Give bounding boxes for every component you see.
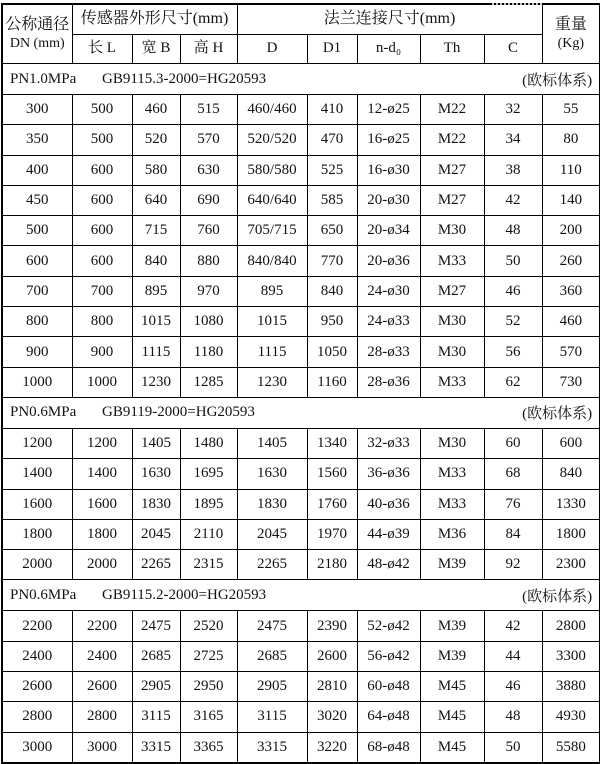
cell-width-b: 460 bbox=[132, 95, 180, 125]
cropped-text-artifact bbox=[492, 3, 542, 5]
section-pressure: PN1.0MPa bbox=[10, 70, 77, 87]
cell-width-b: 3115 bbox=[132, 702, 180, 732]
table-row bbox=[2, 672, 600, 702]
cell-length-l: 1600 bbox=[72, 489, 132, 519]
cell-weight: 110 bbox=[542, 155, 600, 185]
cell-height-h: 1895 bbox=[180, 489, 237, 519]
cell-height-h: 1480 bbox=[180, 428, 237, 458]
section-row bbox=[2, 64, 600, 95]
cell-d: 640/640 bbox=[237, 185, 307, 215]
cell-th: M22 bbox=[420, 125, 484, 155]
cell-n-d0: 28-ø36 bbox=[357, 367, 420, 397]
table-row bbox=[2, 611, 600, 641]
cell-th: M39 bbox=[420, 611, 484, 641]
cell-height-h: 760 bbox=[180, 216, 237, 246]
section-row bbox=[2, 580, 600, 611]
table-row bbox=[2, 185, 600, 215]
header-th: Th bbox=[420, 35, 484, 64]
section-note: (欧标体系) bbox=[522, 406, 593, 423]
cell-dn: 500 bbox=[2, 216, 72, 246]
cell-d: 895 bbox=[237, 276, 307, 306]
cell-length-l: 2600 bbox=[72, 672, 132, 702]
header-sensor-group: 传感器外形尺寸(mm) bbox=[72, 4, 237, 35]
table-row bbox=[2, 337, 600, 367]
header-dn-cn: 公称通径 bbox=[5, 16, 70, 34]
cell-th: M30 bbox=[420, 337, 484, 367]
cell-dn: 1600 bbox=[2, 489, 72, 519]
cell-n-d0: 68-ø48 bbox=[357, 732, 420, 763]
table-row bbox=[2, 428, 600, 458]
cell-weight: 360 bbox=[542, 276, 600, 306]
cell-th: M27 bbox=[420, 155, 484, 185]
cell-n-d0: 48-ø42 bbox=[357, 550, 420, 580]
cell-d: 2045 bbox=[237, 519, 307, 549]
cell-dn: 1400 bbox=[2, 459, 72, 489]
cell-weight: 55 bbox=[542, 95, 600, 125]
cell-dn: 3000 bbox=[2, 732, 72, 763]
cell-th: M45 bbox=[420, 732, 484, 763]
cell-weight: 460 bbox=[542, 307, 600, 337]
cell-d: 580/580 bbox=[237, 155, 307, 185]
cell-width-b: 580 bbox=[132, 155, 180, 185]
cell-d1: 3220 bbox=[307, 732, 357, 763]
table-row bbox=[2, 519, 600, 549]
cell-d1: 1970 bbox=[307, 519, 357, 549]
cell-c: 34 bbox=[484, 125, 542, 155]
cell-weight: 1330 bbox=[542, 489, 600, 519]
cell-dn: 2800 bbox=[2, 702, 72, 732]
cell-width-b: 2265 bbox=[132, 550, 180, 580]
cell-height-h: 2110 bbox=[180, 519, 237, 549]
dimension-spec-table bbox=[1, 3, 600, 764]
cell-weight: 3300 bbox=[542, 641, 600, 671]
cell-n-d0: 60-ø48 bbox=[357, 672, 420, 702]
header-weight-cn: 重量 bbox=[554, 16, 587, 34]
cell-dn: 300 bbox=[2, 95, 72, 125]
cell-d1: 3020 bbox=[307, 702, 357, 732]
cell-height-h: 1285 bbox=[180, 367, 237, 397]
cell-length-l: 800 bbox=[72, 307, 132, 337]
cell-d: 2265 bbox=[237, 550, 307, 580]
cell-d: 2905 bbox=[237, 672, 307, 702]
cell-weight: 600 bbox=[542, 428, 600, 458]
table-row bbox=[2, 702, 600, 732]
cell-length-l: 500 bbox=[72, 125, 132, 155]
cell-height-h: 970 bbox=[180, 276, 237, 306]
cell-length-l: 3000 bbox=[72, 732, 132, 763]
header-dn bbox=[2, 4, 72, 64]
cell-c: 62 bbox=[484, 367, 542, 397]
header-d: D bbox=[237, 35, 307, 64]
cell-n-d0: 16-ø25 bbox=[357, 125, 420, 155]
table-row bbox=[2, 641, 600, 671]
table-row bbox=[2, 95, 600, 125]
cell-d1: 2390 bbox=[307, 611, 357, 641]
cell-height-h: 1695 bbox=[180, 459, 237, 489]
cell-dn: 1200 bbox=[2, 428, 72, 458]
cell-c: 68 bbox=[484, 459, 542, 489]
cell-weight: 2300 bbox=[542, 550, 600, 580]
cell-d: 705/715 bbox=[237, 216, 307, 246]
cell-d1: 840 bbox=[307, 276, 357, 306]
cell-weight: 1800 bbox=[542, 519, 600, 549]
cell-d: 1015 bbox=[237, 307, 307, 337]
cell-th: M33 bbox=[420, 367, 484, 397]
cell-dn: 400 bbox=[2, 155, 72, 185]
cell-height-h: 690 bbox=[180, 185, 237, 215]
cell-n-d0: 40-ø36 bbox=[357, 489, 420, 519]
cell-width-b: 1015 bbox=[132, 307, 180, 337]
section-row bbox=[2, 397, 600, 428]
cell-d: 1830 bbox=[237, 489, 307, 519]
cell-d1: 1160 bbox=[307, 367, 357, 397]
cell-length-l: 600 bbox=[72, 246, 132, 276]
cell-th: M45 bbox=[420, 672, 484, 702]
cell-c: 48 bbox=[484, 216, 542, 246]
cell-length-l: 2200 bbox=[72, 611, 132, 641]
cell-n-d0: 24-ø30 bbox=[357, 276, 420, 306]
cell-c: 52 bbox=[484, 307, 542, 337]
cell-dn: 2200 bbox=[2, 611, 72, 641]
header-height-h: 高 H bbox=[180, 35, 237, 64]
cell-th: M27 bbox=[420, 185, 484, 215]
cell-width-b: 840 bbox=[132, 246, 180, 276]
cell-length-l: 1200 bbox=[72, 428, 132, 458]
header-weight-unit: (Kg) bbox=[557, 36, 585, 52]
cell-height-h: 630 bbox=[180, 155, 237, 185]
cell-dn: 2600 bbox=[2, 672, 72, 702]
cell-d: 1115 bbox=[237, 337, 307, 367]
cell-d1: 1560 bbox=[307, 459, 357, 489]
table-row bbox=[2, 489, 600, 519]
cell-th: M30 bbox=[420, 307, 484, 337]
section-standard: GB9115.2-2000=HG20593 bbox=[102, 586, 267, 603]
header-c: C bbox=[484, 35, 542, 64]
cell-d1: 585 bbox=[307, 185, 357, 215]
cell-n-d0: 20-ø36 bbox=[357, 246, 420, 276]
table-row bbox=[2, 459, 600, 489]
cell-width-b: 1230 bbox=[132, 367, 180, 397]
cell-width-b: 1405 bbox=[132, 428, 180, 458]
table-row bbox=[2, 155, 600, 185]
cell-height-h: 1080 bbox=[180, 307, 237, 337]
cell-n-d0: 20-ø30 bbox=[357, 185, 420, 215]
cell-n-d0: 20-ø34 bbox=[357, 216, 420, 246]
cell-d1: 1760 bbox=[307, 489, 357, 519]
cell-height-h: 2520 bbox=[180, 611, 237, 641]
cell-d: 1405 bbox=[237, 428, 307, 458]
cell-d1: 1340 bbox=[307, 428, 357, 458]
cell-width-b: 895 bbox=[132, 276, 180, 306]
cell-width-b: 520 bbox=[132, 125, 180, 155]
cell-c: 46 bbox=[484, 276, 542, 306]
header-width-b: 宽 B bbox=[132, 35, 180, 64]
cell-n-d0: 44-ø39 bbox=[357, 519, 420, 549]
cell-d: 460/460 bbox=[237, 95, 307, 125]
cell-weight: 5580 bbox=[542, 732, 600, 763]
cell-weight: 260 bbox=[542, 246, 600, 276]
cell-weight: 200 bbox=[542, 216, 600, 246]
cell-length-l: 2400 bbox=[72, 641, 132, 671]
cell-d1: 2810 bbox=[307, 672, 357, 702]
cell-weight: 840 bbox=[542, 459, 600, 489]
cell-th: M22 bbox=[420, 95, 484, 125]
table-row bbox=[2, 276, 600, 306]
header-length-l: 长 L bbox=[72, 35, 132, 64]
section-note: (欧标体系) bbox=[522, 588, 593, 605]
cell-th: M45 bbox=[420, 702, 484, 732]
cell-th: M33 bbox=[420, 246, 484, 276]
cell-c: 92 bbox=[484, 550, 542, 580]
cell-dn: 800 bbox=[2, 307, 72, 337]
cell-length-l: 1400 bbox=[72, 459, 132, 489]
cell-n-d0: 36-ø36 bbox=[357, 459, 420, 489]
cell-c: 44 bbox=[484, 641, 542, 671]
cell-height-h: 3165 bbox=[180, 702, 237, 732]
cell-weight: 140 bbox=[542, 185, 600, 215]
cell-dn: 600 bbox=[2, 246, 72, 276]
header-dn-unit: DN (mm) bbox=[9, 36, 65, 52]
cell-dn: 2000 bbox=[2, 550, 72, 580]
cell-width-b: 2685 bbox=[132, 641, 180, 671]
cell-n-d0: 32-ø33 bbox=[357, 428, 420, 458]
table-row bbox=[2, 125, 600, 155]
cell-width-b: 2045 bbox=[132, 519, 180, 549]
cell-height-h: 3365 bbox=[180, 732, 237, 763]
cell-th: M27 bbox=[420, 276, 484, 306]
cell-n-d0: 52-ø42 bbox=[357, 611, 420, 641]
section-standard: GB9119-2000=HG20593 bbox=[102, 404, 255, 421]
cell-th: M39 bbox=[420, 550, 484, 580]
cell-th: M33 bbox=[420, 489, 484, 519]
cell-length-l: 500 bbox=[72, 95, 132, 125]
table-row bbox=[2, 307, 600, 337]
cell-weight: 4930 bbox=[542, 702, 600, 732]
table-header bbox=[2, 4, 600, 64]
cell-weight: 3880 bbox=[542, 672, 600, 702]
cell-dn: 1800 bbox=[2, 519, 72, 549]
cell-length-l: 600 bbox=[72, 216, 132, 246]
table-row bbox=[2, 367, 600, 397]
table-body bbox=[2, 64, 600, 763]
cell-width-b: 3315 bbox=[132, 732, 180, 763]
cell-c: 60 bbox=[484, 428, 542, 458]
cell-n-d0: 64-ø48 bbox=[357, 702, 420, 732]
cell-d1: 650 bbox=[307, 216, 357, 246]
cell-c: 56 bbox=[484, 337, 542, 367]
cell-weight: 2800 bbox=[542, 611, 600, 641]
cell-height-h: 2315 bbox=[180, 550, 237, 580]
cell-d1: 950 bbox=[307, 307, 357, 337]
cell-d1: 770 bbox=[307, 246, 357, 276]
cell-th: M30 bbox=[420, 216, 484, 246]
cell-c: 84 bbox=[484, 519, 542, 549]
cell-n-d0: 56-ø42 bbox=[357, 641, 420, 671]
cell-d1: 2180 bbox=[307, 550, 357, 580]
cell-weight: 730 bbox=[542, 367, 600, 397]
header-flange-group: 法兰连接尺寸(mm) bbox=[237, 4, 542, 35]
cell-th: M39 bbox=[420, 641, 484, 671]
cell-th: M30 bbox=[420, 428, 484, 458]
cell-c: 38 bbox=[484, 155, 542, 185]
cell-d: 3315 bbox=[237, 732, 307, 763]
cell-dn: 1000 bbox=[2, 367, 72, 397]
cell-length-l: 1800 bbox=[72, 519, 132, 549]
cell-th: M36 bbox=[420, 519, 484, 549]
cell-dn: 700 bbox=[2, 276, 72, 306]
cell-d1: 2600 bbox=[307, 641, 357, 671]
cell-width-b: 1115 bbox=[132, 337, 180, 367]
cell-d1: 1050 bbox=[307, 337, 357, 367]
cell-n-d0: 28-ø33 bbox=[357, 337, 420, 367]
section-pressure: PN0.6MPa bbox=[10, 404, 77, 421]
cell-length-l: 600 bbox=[72, 155, 132, 185]
cell-height-h: 1180 bbox=[180, 337, 237, 367]
cell-c: 42 bbox=[484, 611, 542, 641]
section-standard: GB9115.3-2000=HG20593 bbox=[102, 70, 267, 87]
cell-length-l: 2000 bbox=[72, 550, 132, 580]
table-row bbox=[2, 550, 600, 580]
cell-c: 50 bbox=[484, 246, 542, 276]
cell-d: 840/840 bbox=[237, 246, 307, 276]
cell-height-h: 515 bbox=[180, 95, 237, 125]
section-note: (欧标体系) bbox=[522, 72, 593, 89]
cell-c: 48 bbox=[484, 702, 542, 732]
cell-d: 1630 bbox=[237, 459, 307, 489]
cell-d1: 410 bbox=[307, 95, 357, 125]
cell-th: M33 bbox=[420, 459, 484, 489]
table-row bbox=[2, 732, 600, 763]
cell-c: 46 bbox=[484, 672, 542, 702]
cell-weight: 80 bbox=[542, 125, 600, 155]
cell-height-h: 2725 bbox=[180, 641, 237, 671]
cell-c: 76 bbox=[484, 489, 542, 519]
cell-width-b: 715 bbox=[132, 216, 180, 246]
cell-d: 2685 bbox=[237, 641, 307, 671]
cell-height-h: 880 bbox=[180, 246, 237, 276]
cell-d: 1230 bbox=[237, 367, 307, 397]
cell-dn: 2400 bbox=[2, 641, 72, 671]
cell-c: 32 bbox=[484, 95, 542, 125]
cell-height-h: 2950 bbox=[180, 672, 237, 702]
cell-d: 3115 bbox=[237, 702, 307, 732]
cell-length-l: 900 bbox=[72, 337, 132, 367]
cell-width-b: 2475 bbox=[132, 611, 180, 641]
cell-n-d0: 16-ø30 bbox=[357, 155, 420, 185]
cell-dn: 450 bbox=[2, 185, 72, 215]
table-row bbox=[2, 246, 600, 276]
table-row bbox=[2, 216, 600, 246]
cell-d: 520/520 bbox=[237, 125, 307, 155]
cell-d1: 525 bbox=[307, 155, 357, 185]
cell-length-l: 600 bbox=[72, 185, 132, 215]
cell-length-l: 2800 bbox=[72, 702, 132, 732]
cell-width-b: 2905 bbox=[132, 672, 180, 702]
section-pressure: PN0.6MPa bbox=[10, 586, 77, 603]
header-weight bbox=[542, 4, 600, 64]
cell-d: 2475 bbox=[237, 611, 307, 641]
cell-n-d0: 12-ø25 bbox=[357, 95, 420, 125]
cell-length-l: 1000 bbox=[72, 367, 132, 397]
cell-c: 50 bbox=[484, 732, 542, 763]
cell-length-l: 700 bbox=[72, 276, 132, 306]
cell-dn: 900 bbox=[2, 337, 72, 367]
cell-width-b: 1830 bbox=[132, 489, 180, 519]
cell-height-h: 570 bbox=[180, 125, 237, 155]
cell-dn: 350 bbox=[2, 125, 72, 155]
header-d1: D1 bbox=[307, 35, 357, 64]
cell-d1: 470 bbox=[307, 125, 357, 155]
cell-c: 42 bbox=[484, 185, 542, 215]
cell-width-b: 1630 bbox=[132, 459, 180, 489]
cell-n-d0: 24-ø33 bbox=[357, 307, 420, 337]
header-n-d0: n-d₀ bbox=[357, 35, 420, 64]
cell-weight: 570 bbox=[542, 337, 600, 367]
cell-width-b: 640 bbox=[132, 185, 180, 215]
